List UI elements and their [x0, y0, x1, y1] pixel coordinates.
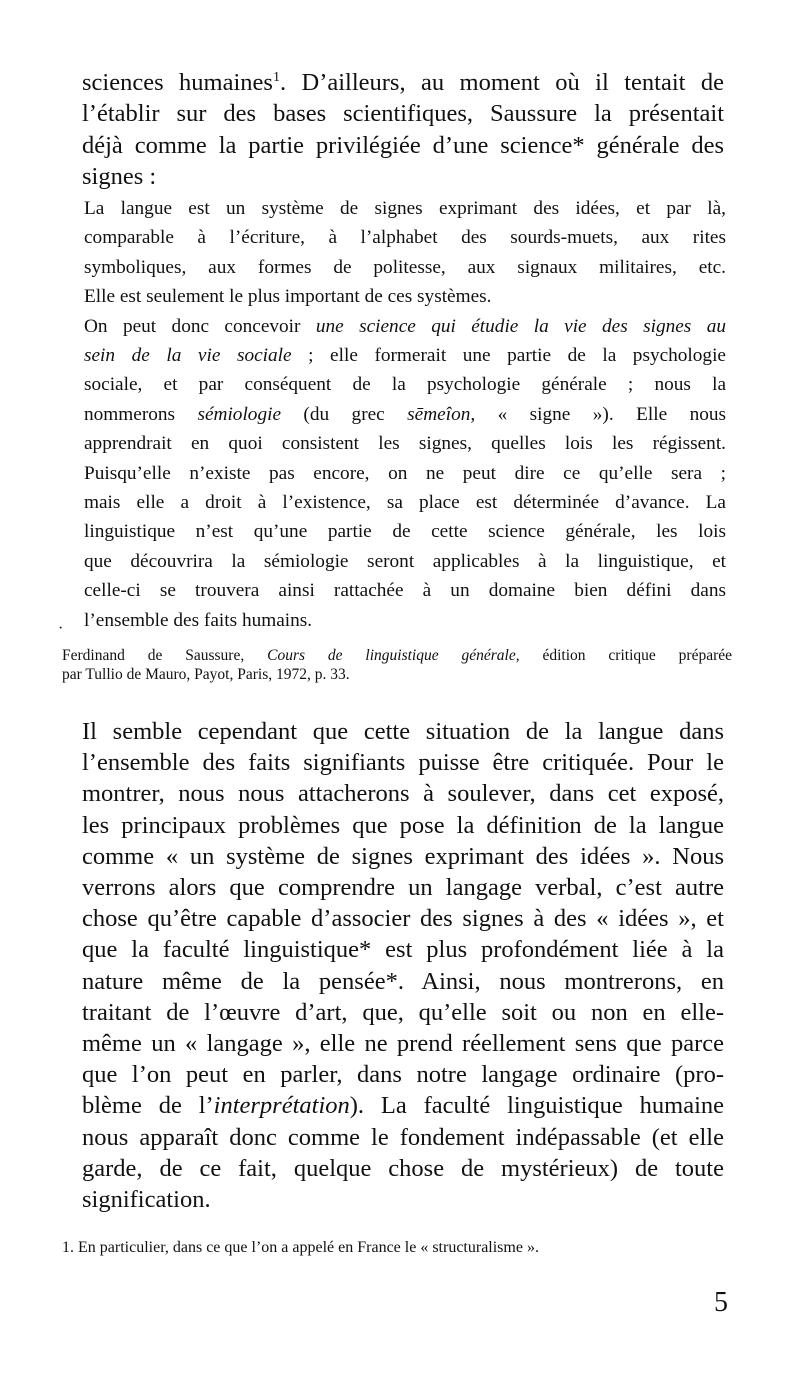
intro-line-2: l’établir sur des bases scientifiques, Saussure la présentait [82, 100, 724, 128]
body-paragraph [82, 716, 724, 1215]
quote-line: linguistique n’est qu’une partie de cette science générale, les lois [84, 521, 726, 543]
footnote-reference[interactable]: 1 [272, 70, 280, 85]
quote-line: mais elle a droit à l’existence, sa place est déterminée d’avance. La [84, 492, 726, 514]
quote-emphasis: sein de la vie sociale [84, 345, 292, 367]
intro-line-3: déjà comme la partie privilégiée d’une science* générale des [82, 131, 724, 159]
intro-paragraph [82, 62, 724, 192]
body-line: que l’on peut en parler, dans notre langage ordinaire (pro- [82, 1061, 724, 1089]
body-line: garde, de ce fait, quelque chose de mystérieux) de toute [82, 1154, 724, 1182]
term-interpretation: interprétation [213, 1092, 350, 1120]
quote-source [62, 646, 732, 684]
body-line: l’ensemble des faits signifiants puisse être critiquée. Pour le [82, 749, 724, 777]
body-line: chose qu’être capable d’associer des signes à des « idées », et [82, 905, 724, 933]
footnote-number: 1. [62, 1239, 74, 1256]
body-line: même un « langage », elle ne prend réellement sens que parce [82, 1030, 724, 1058]
quote-line: apprendrait en quoi consistent les signes, quelles lois les régissent. [84, 433, 726, 455]
body-line: nous apparaît donc comme le fondement indépassable (et elle [82, 1123, 724, 1151]
body-line: nature même de la pensée*. Ainsi, nous montrerons, en [82, 967, 724, 995]
body-line: montrer, nous nous attacherons à soulever, dans cet exposé, [82, 780, 724, 808]
intro-line-1: sciences humaines$^1$. D’ailleurs, au moment où il tentait de [82, 69, 724, 97]
quote-line: Puisqu’elle n’existe pas encore, on ne peut dire ce qu’elle sera ; [84, 462, 726, 484]
source-line-2: par Tullio de Mauro, Payot, Paris, 1972, p. 33. [62, 666, 350, 683]
body-line: traitant de l’œuvre d’art, que, qu’elle soit ou non en elle- [82, 998, 724, 1026]
quote-line: l’ensemble des faits humains. [84, 609, 313, 631]
saussure-quote [84, 194, 726, 635]
body-line: que la faculté linguistique* est plus profondément liée à la [82, 936, 724, 964]
quote-line: nommerons sémiologie (du grec sēmeîon, « signe »). Elle nous [84, 403, 726, 425]
quote-emphasis: une science qui étudie la vie des signes au [315, 315, 726, 337]
footnote-line: 1. En particulier, dans ce que l’on a appelé en France le « structuralisme ». [62, 1239, 539, 1256]
body-line: comme « un système de signes exprimant des idées ». Nous [82, 842, 724, 870]
body-line: signification. [82, 1186, 211, 1214]
quote-line: comparable à l’écriture, à l’alphabet des sourds-muets, aux rites [84, 227, 726, 249]
quote-line: que découvrira la sémiologie seront applicables à la linguistique, et [84, 550, 726, 572]
term-semeion: sēmeîon, [407, 403, 476, 425]
body-line: verrons alors que comprendre un langage verbal, c’est autre [82, 874, 724, 902]
quote-line: sociale, et par conséquent de la psychologie générale ; nous la [84, 374, 726, 396]
quote-line: La langue est un système de signes exprimant des idées, et par là, [84, 198, 726, 219]
page-number: 5 [714, 1287, 728, 1318]
quote-line: On peut donc concevoir une science qui étudie la vie des signes au [84, 315, 726, 337]
term-semiologie: sémiologie [197, 403, 282, 425]
intro-line-4: signes : [82, 162, 157, 190]
quote-line: Elle est seulement le plus important de ces systèmes. [84, 286, 492, 308]
margin-dot: · [58, 620, 64, 637]
body-line: Il semble cependant que cette situation de la langue dans [82, 718, 724, 745]
quote-line: symboliques, aux formes de politesse, aux signaux militaires, etc. [84, 256, 726, 278]
quote-line: sein de la vie sociale ; elle formerait une partie de la psychologie [84, 345, 726, 367]
footnote [62, 1238, 732, 1258]
source-line-1: Ferdinand de Saussure, Cours de linguistique générale, édition critique préparée [62, 647, 732, 664]
quote-line: celle-ci se trouvera ainsi rattachée à un domaine bien défini dans [84, 580, 726, 602]
book-title: Cours de linguistique générale, [267, 647, 520, 664]
body-line: blème de l’interprétation). La faculté linguistique humaine [82, 1092, 724, 1120]
body-line: les principaux problèmes que pose la définition de la langue [82, 811, 724, 839]
